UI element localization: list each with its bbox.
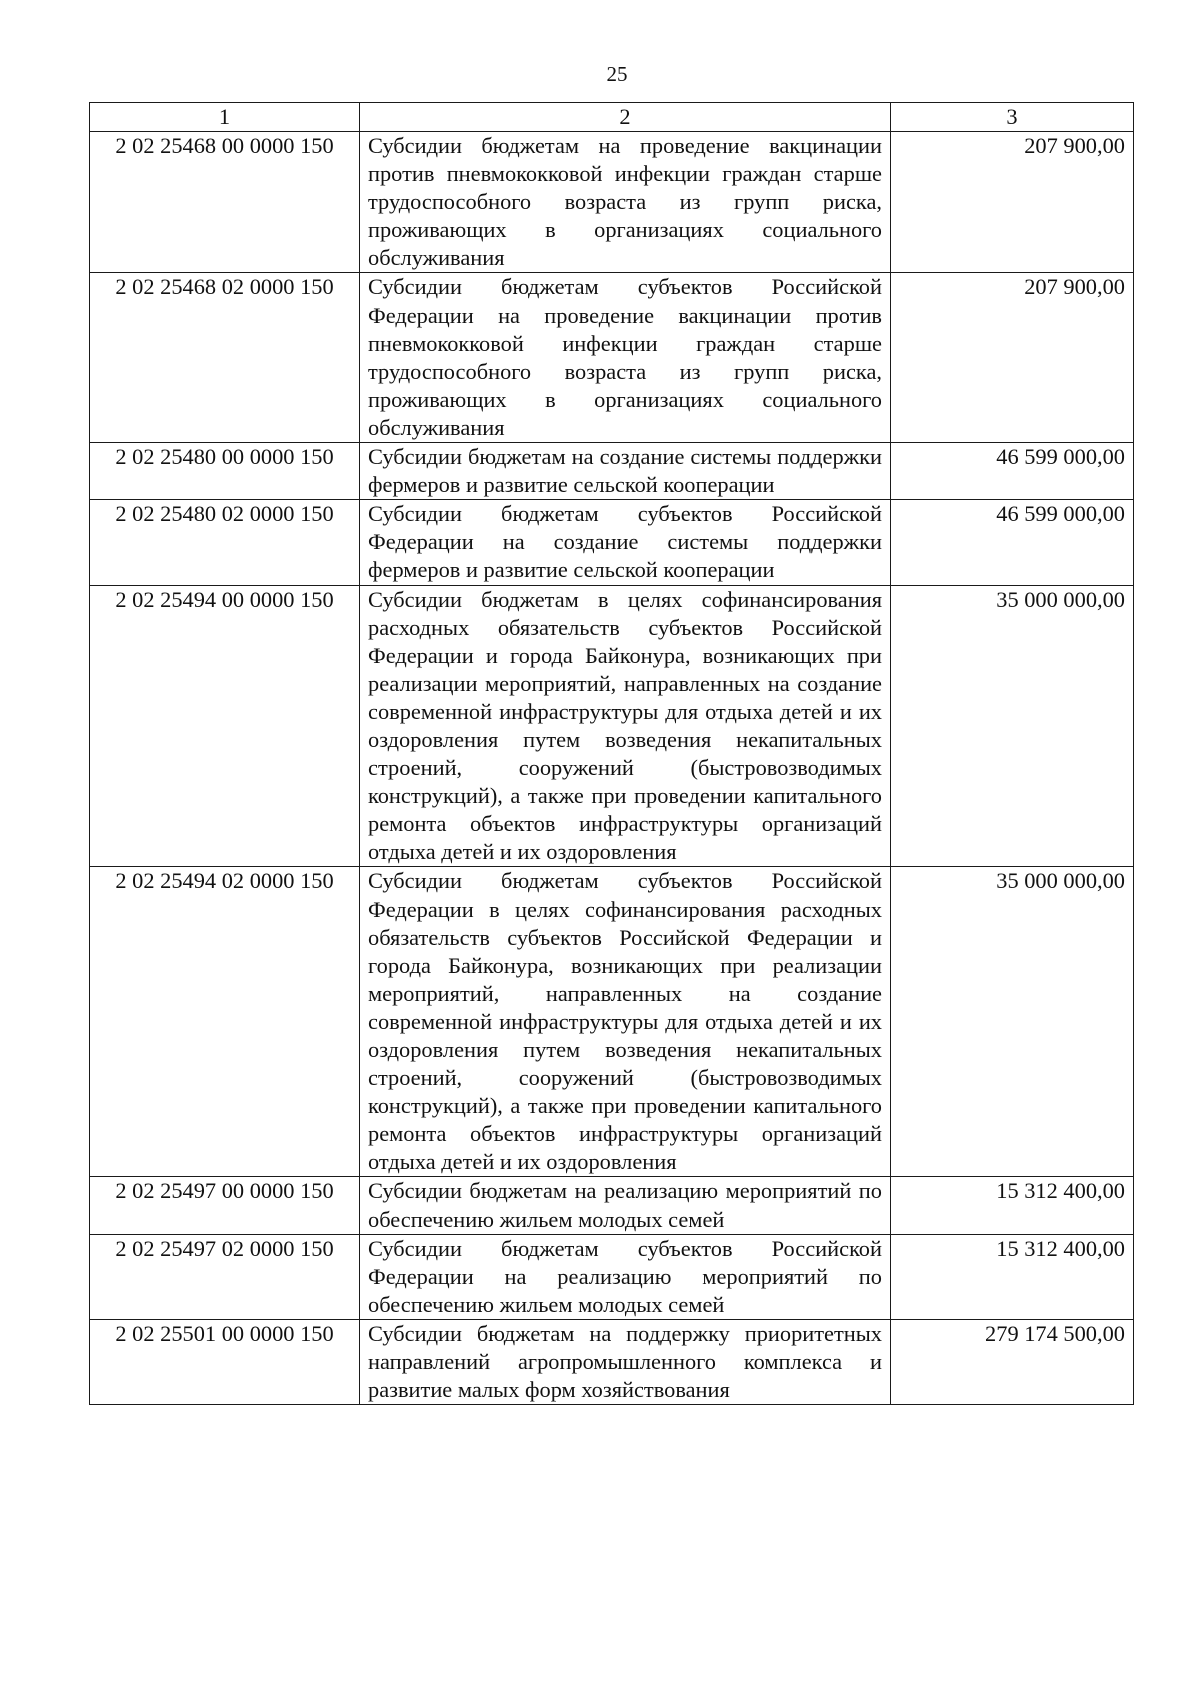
budget-code: 2 02 25468 02 0000 150	[90, 273, 360, 443]
budget-description: Субсидии бюджетам на поддержку приоритетных направлений агропромышленного комплекса и развитие малых форм хозяйствования	[360, 1319, 891, 1404]
budget-description: Субсидии бюджетам субъектов Российской Федерации на проведение вакцинации против пневмококковой инфекции граждан старше трудоспособного возраста из групп риска, проживающих в организациях социального обслуживания	[360, 273, 891, 443]
budget-amount: 46 599 000,00	[891, 500, 1134, 585]
table-header-row	[90, 103, 1134, 132]
budget-code: 2 02 25494 02 0000 150	[90, 867, 360, 1177]
budget-amount: 207 900,00	[891, 273, 1134, 443]
column-header-code: 1	[90, 103, 360, 132]
table-row	[90, 132, 1134, 273]
column-header-description: 2	[360, 103, 891, 132]
budget-code: 2 02 25494 00 0000 150	[90, 585, 360, 867]
budget-amount: 35 000 000,00	[891, 867, 1134, 1177]
budget-code: 2 02 25501 00 0000 150	[90, 1319, 360, 1404]
table-row	[90, 1234, 1134, 1319]
budget-amount: 279 174 500,00	[891, 1319, 1134, 1404]
budget-amount: 46 599 000,00	[891, 443, 1134, 500]
budget-description: Субсидии бюджетам на создание системы поддержки фермеров и развитие сельской кооперации	[360, 443, 891, 500]
budget-amount: 15 312 400,00	[891, 1177, 1134, 1234]
budget-amount: 35 000 000,00	[891, 585, 1134, 867]
column-header-amount: 3	[891, 103, 1134, 132]
budget-amount: 207 900,00	[891, 132, 1134, 273]
budget-description: Субсидии бюджетам субъектов Российской Федерации на создание системы поддержки фермеров и развитие сельской кооперации	[360, 500, 891, 585]
budget-code: 2 02 25468 00 0000 150	[90, 132, 360, 273]
budget-description: Субсидии бюджетам субъектов Российской Федерации в целях софинансирования расходных обязательств субъектов Российской Федерации и города Байконура, возникающих при реализации мероприятий, направленных на создание современной инфраструктуры для отдыха детей и их оздоровления путем возведения некапитальных строений, сооружений (быстровозводимых конструкций), а также при проведении капитального ремонта объектов инфраструктуры организаций отдыха детей и их оздоровления	[360, 867, 891, 1177]
table-row	[90, 1177, 1134, 1234]
budget-code: 2 02 25480 00 0000 150	[90, 443, 360, 500]
budget-code: 2 02 25480 02 0000 150	[90, 500, 360, 585]
budget-description: Субсидии бюджетам в целях софинансирования расходных обязательств субъектов Российской Федерации и города Байконура, возникающих при реализации мероприятий, направленных на создание современной инфраструктуры для отдыха детей и их оздоровления путем возведения некапитальных строений, сооружений (быстровозводимых конструкций), а также при проведении капитального ремонта объектов инфраструктуры организаций отдыха детей и их оздоровления	[360, 585, 891, 867]
table-row	[90, 585, 1134, 867]
table-row	[90, 1319, 1134, 1404]
page-number: 25	[606, 62, 628, 86]
budget-amount: 15 312 400,00	[891, 1234, 1134, 1319]
budget-description: Субсидии бюджетам на реализацию мероприятий по обеспечению жильем молодых семей	[360, 1177, 891, 1234]
budget-code: 2 02 25497 00 0000 150	[90, 1177, 360, 1234]
table-row	[90, 867, 1134, 1177]
budget-description: Субсидии бюджетам субъектов Российской Федерации на реализацию мероприятий по обеспечению жильем молодых семей	[360, 1234, 891, 1319]
budget-table	[89, 102, 1134, 1405]
budget-description: Субсидии бюджетам на проведение вакцинации против пневмококковой инфекции граждан старше трудоспособного возраста из групп риска, проживающих в организациях социального обслуживания	[360, 132, 891, 273]
table-row	[90, 500, 1134, 585]
table-row	[90, 443, 1134, 500]
budget-code: 2 02 25497 02 0000 150	[90, 1234, 360, 1319]
table-row	[90, 273, 1134, 443]
